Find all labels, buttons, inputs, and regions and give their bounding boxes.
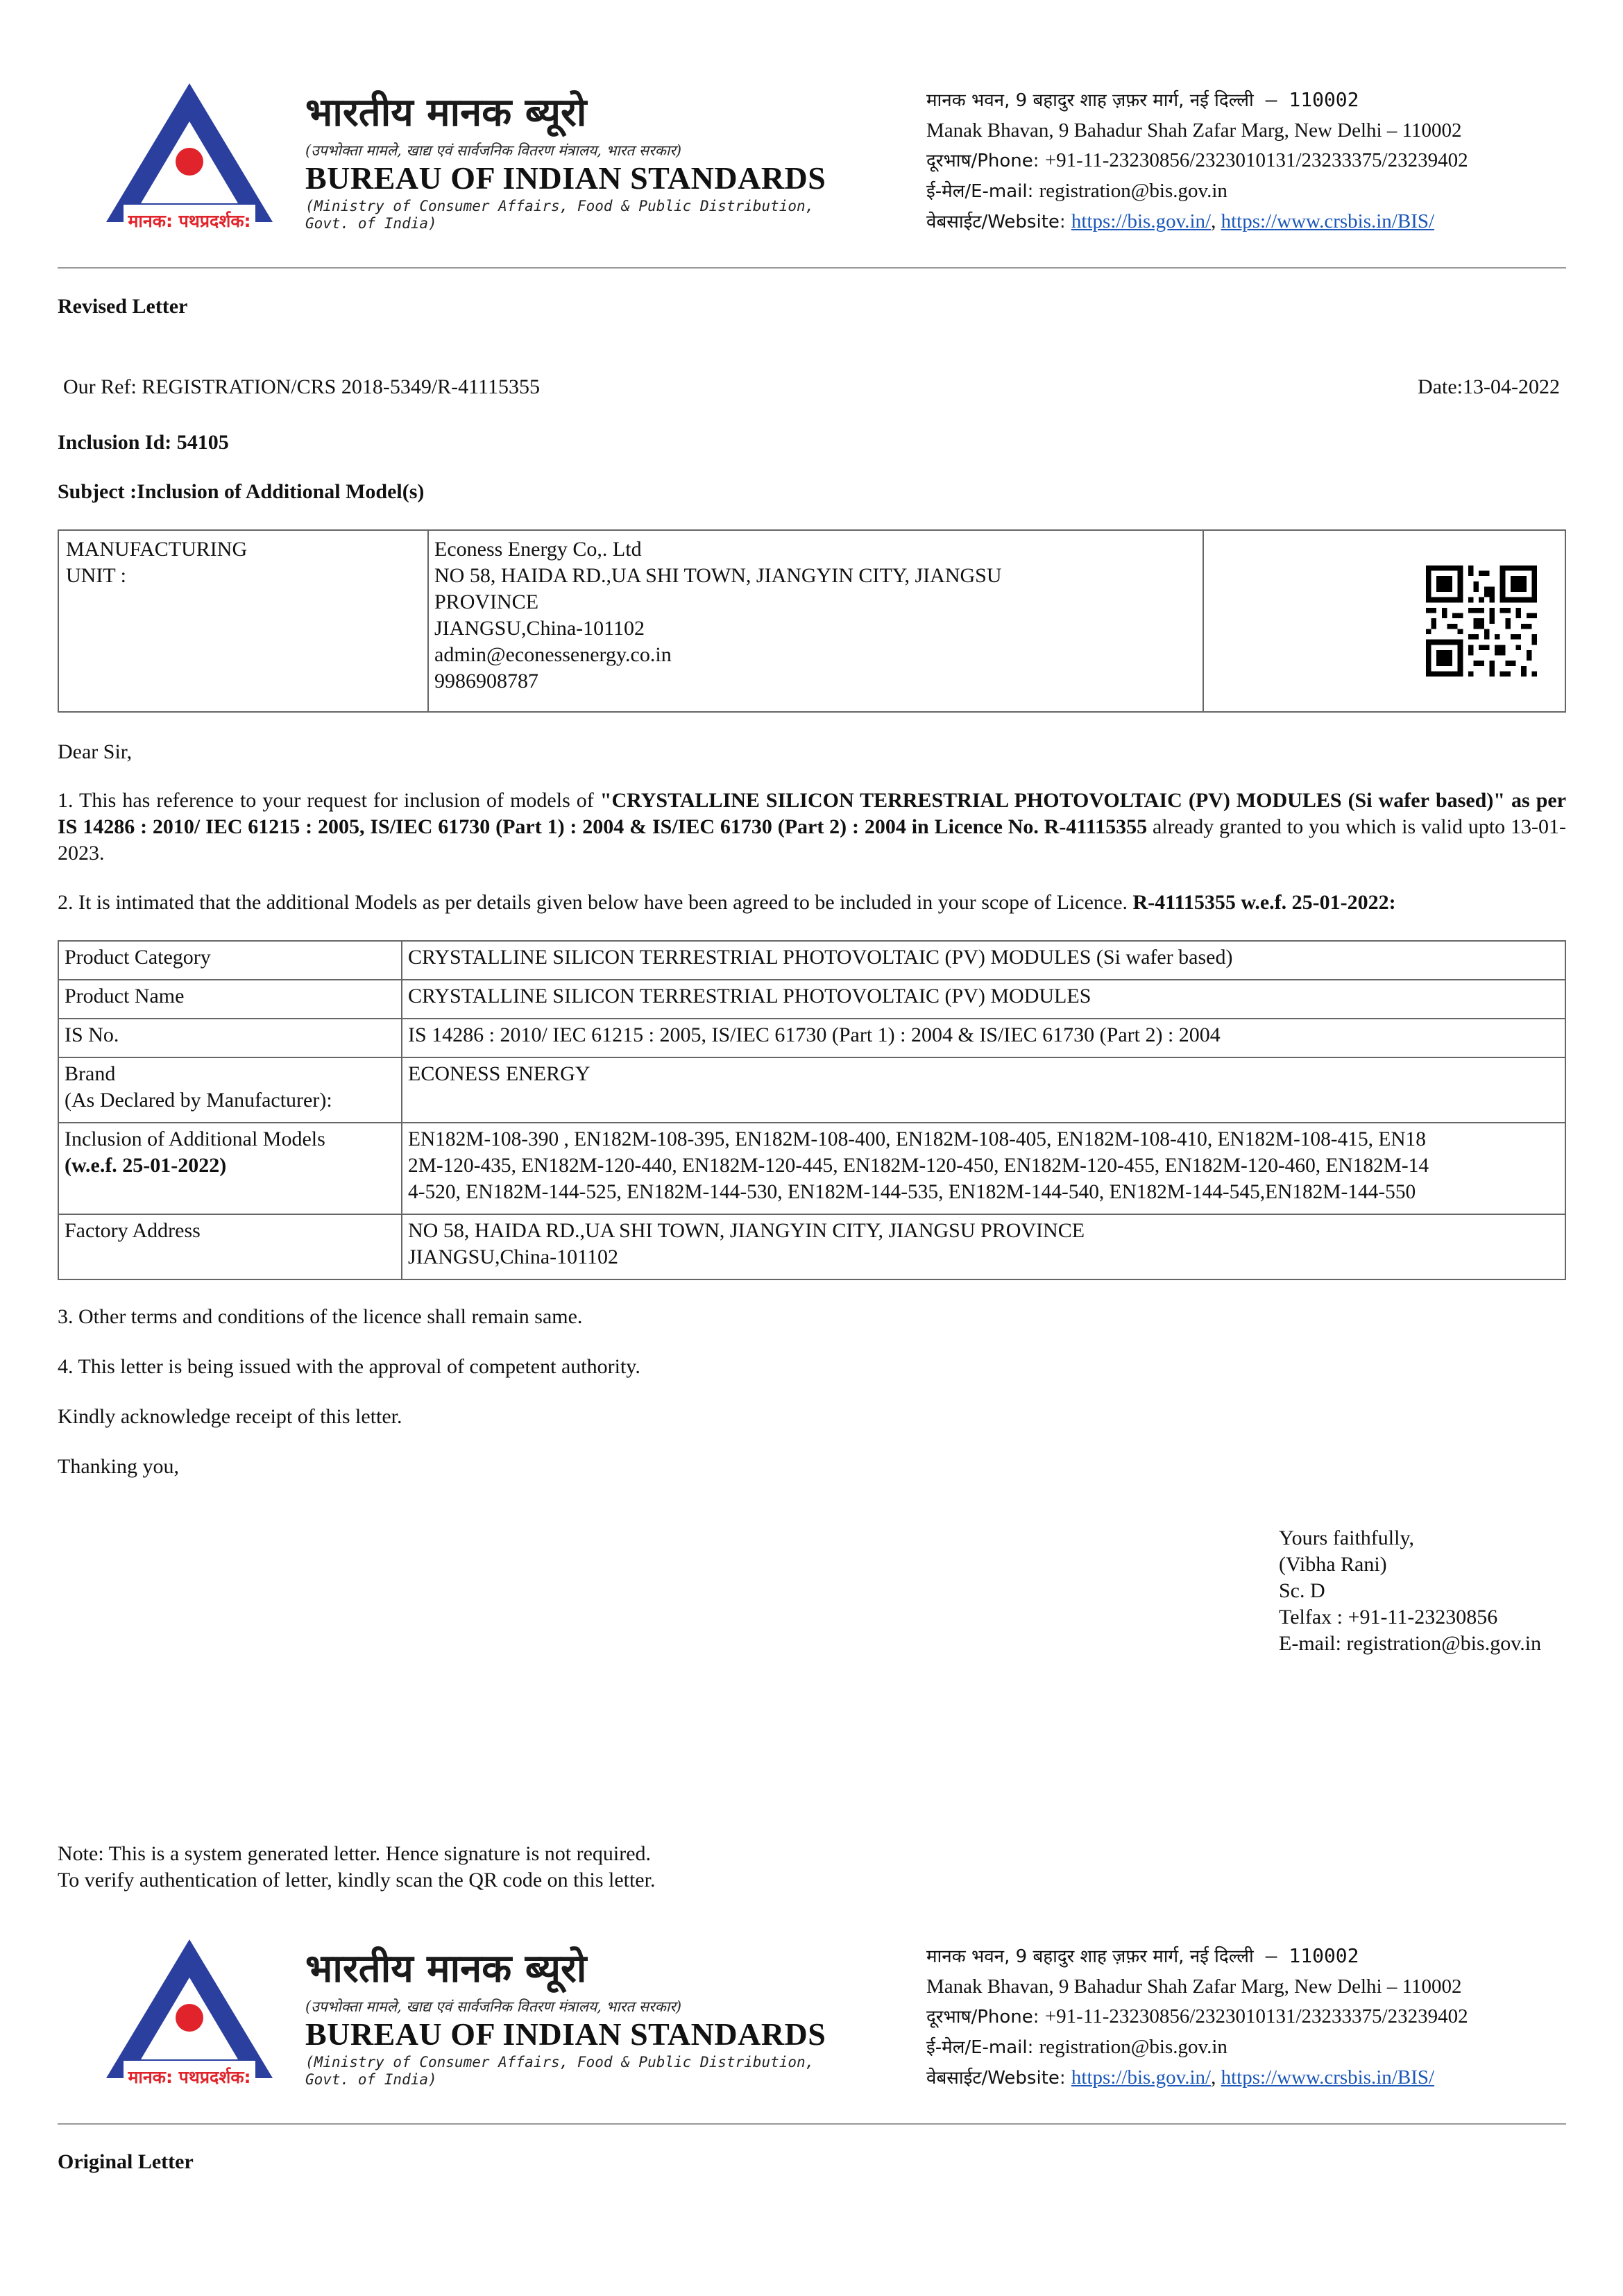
header-divider — [58, 267, 1566, 269]
website-line: वेबसाईट/Website: https://bis.gov.in/, https://www.crsbis.in/BIS/ — [926, 210, 1435, 232]
signatory-designation: Sc. D — [1279, 1579, 1325, 1602]
factory-address-label: Factory Address — [58, 1214, 402, 1279]
logo-caption: मानक: पथप्रदर्शक: — [128, 2067, 251, 2087]
brand-label: Brand (As Declared by Manufacturer): — [58, 1057, 402, 1123]
contact-block — [926, 85, 1468, 237]
table-row — [58, 1057, 1565, 1123]
manufacturer-address-line: NO 58, HAIDA RD.,UA SHI TOWN, JIANGYIN CITY, JIANGSU — [434, 564, 1002, 587]
org-name-hindi: भारतीय मानक ब्यूरो — [305, 1946, 587, 1991]
paragraph-3: 3. Other terms and conditions of the licence shall remain same. — [58, 1305, 583, 1328]
manufacturer-phone: 9986908787 — [434, 670, 538, 692]
table-row — [58, 941, 1565, 980]
greeting: Dear Sir, — [58, 740, 133, 763]
manufacturing-unit-details — [429, 531, 1204, 711]
letter-date: Date:13-04-2022 — [1418, 375, 1560, 398]
additional-models-label: Inclusion of Additional Models (w.e.f. 25-01-2022) — [58, 1123, 402, 1214]
manufacturing-unit-table — [58, 529, 1566, 713]
email-line: ई-मेल/E-mail: registration@bis.gov.in — [926, 180, 1227, 202]
subject-line: Subject :Inclusion of Additional Model(s) — [58, 480, 425, 503]
website-link-bis[interactable]: https://bis.gov.in/ — [1071, 2066, 1212, 2089]
signature-block — [1279, 1525, 1541, 1657]
product-name-value: CRYSTALLINE SILICON TERRESTRIAL PHOTOVOLTAIC (PV) MODULES — [402, 980, 1565, 1019]
closing: Yours faithfully, — [1279, 1527, 1415, 1549]
org-name-english: BUREAU OF INDIAN STANDARDS — [305, 160, 826, 196]
letterhead-top — [0, 69, 1623, 278]
table-row — [58, 1123, 1565, 1214]
letter-type-original: Original Letter — [58, 2150, 194, 2173]
table-row — [58, 1214, 1565, 1279]
manufacturing-unit-label: MANUFACTURING UNIT : — [59, 531, 429, 711]
factory-address-value: NO 58, HAIDA RD.,UA SHI TOWN, JIANGYIN CITY, JIANGSU PROVINCE JIANGSU,China-101102 — [402, 1214, 1565, 1279]
qr-code-icon[interactable] — [1426, 566, 1537, 677]
is-no-value: IS 14286 : 2010/ IEC 61215 : 2005, IS/IEC 61730 (Part 1) : 2004 & IS/IEC 61730 (Part 2) : 2004 — [402, 1019, 1565, 1057]
address-english: Manak Bhavan, 9 Bahadur Shah Zafar Marg, New Delhi – 110002 — [926, 1975, 1462, 1998]
system-note: Note: This is a system generated letter. Hence signature is not required. To verify authentication of letter, kindly scan the QR code on this letter. — [58, 1842, 656, 1891]
ministry-hindi: (उपभोक्ता मामले, खाद्य एवं सार्वजनिक वितरण मंत्रालय, भारत सरकार) — [305, 1998, 682, 2015]
qr-cell — [1204, 531, 1565, 711]
is-no-label: IS No. — [58, 1019, 402, 1057]
paragraph-1: 1. This has reference to your request for inclusion of models of "CRYSTALLINE SILICON TERRESTRIAL PHOTOVOLTAIC (PV) MODULES (Si wafer based)" as per IS 14286 : 2010/ IEC 61215 : 2005, IS/IEC 61730 (Part 1) : 2004 & IS/IEC 61730 (Part 2) : 2004 in Licence No. R-41115355 already granted to you which is valid upto 13-01-2023. — [58, 789, 1567, 865]
address-hindi: मानक भवन, 9 बहादुर शाह ज़फ़र मार्ग, नई दिल्ली – 110002 — [926, 1944, 1359, 1967]
contact-block — [926, 1941, 1468, 2093]
product-name-label: Product Name — [58, 980, 402, 1019]
bis-logo-icon — [103, 1936, 276, 2095]
table-row — [58, 980, 1565, 1019]
product-category-label: Product Category — [58, 941, 402, 980]
website-link-crsbis[interactable]: https://www.crsbis.in/BIS/ — [1221, 2066, 1435, 2089]
ministry-english: (Ministry of Consumer Affairs, Food & Public Distribution, Govt. of India) — [305, 2054, 815, 2088]
bis-logo-icon — [103, 80, 276, 239]
ministry-hindi: (उपभोक्ता मामले, खाद्य एवं सार्वजनिक वितरण मंत्रालय, भारत सरकार) — [305, 142, 682, 159]
email-line: ई-मेल/E-mail: registration@bis.gov.in — [926, 2036, 1227, 2058]
letterhead-bottom — [0, 1925, 1623, 2134]
inclusion-id: Inclusion Id: 54105 — [58, 431, 229, 454]
org-name-hindi: भारतीय मानक ब्यूरो — [305, 90, 587, 135]
phone-line: दूरभाष/Phone: +91-11-23230856/2323010131/23233375/23239402 — [926, 149, 1468, 171]
manufacturer-email: admin@econessenergy.co.in — [434, 643, 672, 666]
website-link-crsbis[interactable]: https://www.crsbis.in/BIS/ — [1221, 210, 1435, 232]
org-name-english: BUREAU OF INDIAN STANDARDS — [305, 2016, 826, 2052]
logo-caption: मानक: पथप्रदर्शक: — [128, 211, 251, 231]
reference-number: Our Ref: REGISTRATION/CRS 2018-5349/R-41115355 — [63, 375, 540, 398]
signatory-email: E-mail: registration@bis.gov.in — [1279, 1632, 1542, 1655]
manufacturer-address-line: PROVINCE — [434, 590, 539, 613]
paragraph-2: 2. It is intimated that the additional Models as per details given below have been agreed to be included in your scope of Licence. R-41115355 w.e.f. 25-01-2022: — [58, 891, 1396, 914]
signatory-telfax: Telfax : +91-11-23230856 — [1279, 1606, 1498, 1629]
website-line: वेबसाईट/Website: https://bis.gov.in/, https://www.crsbis.in/BIS/ — [926, 2066, 1435, 2089]
website-link-bis[interactable]: https://bis.gov.in/ — [1071, 210, 1212, 232]
additional-models-value: EN182M-108-390 , EN182M-108-395, EN182M-108-400, EN182M-108-405, EN182M-108-410, EN182M-108-415, EN18 2M-120-435, EN182M-120-440, EN182M-120-445, EN182M-120-450, EN182M-120-455, EN182M-120-460, EN182M-14 4-520, EN182M-144-525, EN182M-144-530, EN182M-144-535, EN182M-144-540, EN182M-144-545,EN182M-144-550 — [402, 1123, 1565, 1214]
paragraph-6: Thanking you, — [58, 1455, 179, 1478]
product-details-table — [58, 940, 1566, 1280]
address-hindi: मानक भवन, 9 बहादुर शाह ज़फ़र मार्ग, नई दिल्ली – 110002 — [926, 88, 1359, 111]
table-row — [58, 1019, 1565, 1057]
paragraph-4: 4. This letter is being issued with the approval of competent authority. — [58, 1355, 640, 1378]
phone-line: दूरभाष/Phone: +91-11-23230856/2323010131/23233375/23239402 — [926, 2005, 1468, 2027]
header-divider — [58, 2123, 1566, 2125]
brand-value: ECONESS ENERGY — [402, 1057, 1565, 1123]
product-category-value: CRYSTALLINE SILICON TERRESTRIAL PHOTOVOLTAIC (PV) MODULES (Si wafer based) — [402, 941, 1565, 980]
signatory-name: (Vibha Rani) — [1279, 1553, 1387, 1576]
letter-type: Revised Letter — [58, 295, 188, 318]
address-english: Manak Bhavan, 9 Bahadur Shah Zafar Marg, New Delhi – 110002 — [926, 119, 1462, 142]
manufacturer-name: Econess Energy Co,. Ltd — [434, 538, 642, 561]
ministry-english: (Ministry of Consumer Affairs, Food & Public Distribution, Govt. of India) — [305, 198, 815, 232]
manufacturer-address-line: JIANGSU,China-101102 — [434, 617, 645, 640]
paragraph-5: Kindly acknowledge receipt of this letter. — [58, 1405, 402, 1428]
